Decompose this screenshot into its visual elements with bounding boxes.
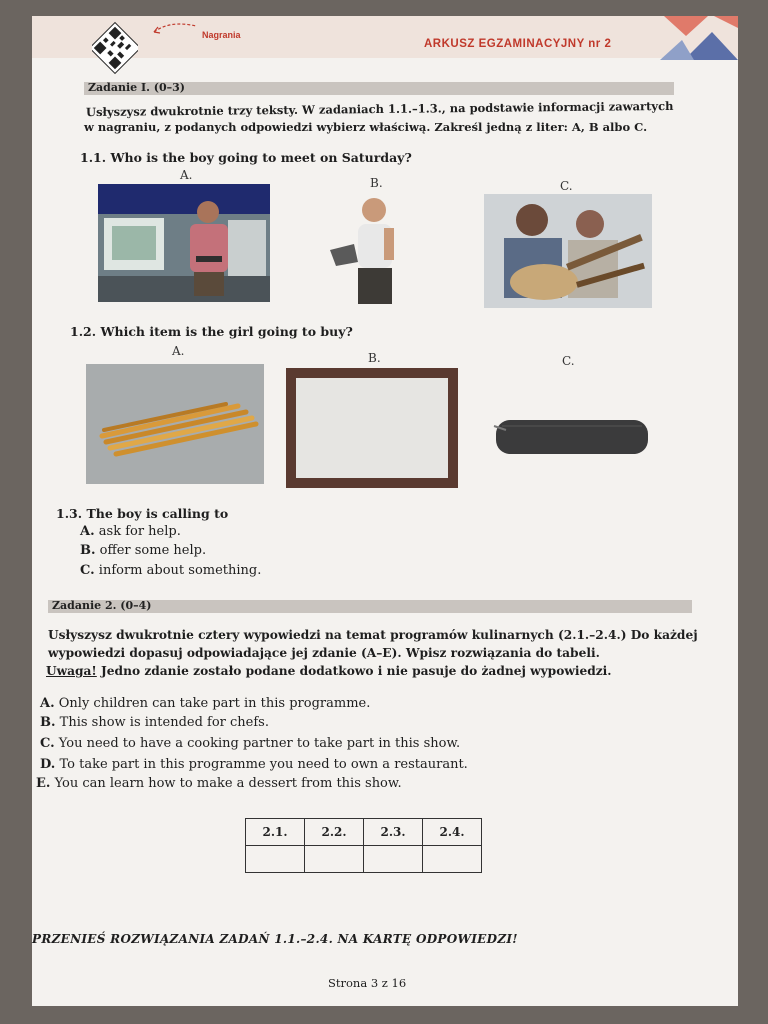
sentence-d-letter: D. (40, 757, 56, 772)
answer-cell-2-2[interactable] (305, 846, 364, 873)
question-1-3: 1.3. The boy is calling to (56, 506, 229, 521)
task2-instruction-line1: Usłyszysz dwukrotnie cztery wypowiedzi na temat programów kulinarnych (2.1.–2.4.) Do każdej (48, 628, 698, 642)
headphones-arrow-icon (150, 20, 200, 36)
answer-table-header-row (246, 819, 482, 846)
answer-table (245, 818, 482, 873)
q1-option-b-label: B. (370, 176, 383, 190)
sentence-d-text: To take part in this programme you need to own a restaurant. (59, 757, 468, 772)
task1-instruction-line2: w nagraniu, z podanych odpowiedzi wybierz właściwą. Zakreśl jedną z liter: A, B albo C. (84, 120, 648, 134)
q1-option-b-man-tablet-image (328, 192, 412, 306)
answer-cell-2-1[interactable] (246, 846, 305, 873)
sentence-c-text: You need to have a cooking partner to take part in this show. (58, 736, 461, 751)
decorative-triangles-icon (654, 16, 738, 62)
q2-option-c-label: C. (562, 354, 575, 368)
q3-option-a-text: ask for help. (98, 524, 181, 539)
q2-option-c-pencil-case-image (492, 416, 652, 458)
sentence-b (40, 715, 269, 730)
qr-code-icon (92, 20, 138, 76)
answer-table-input-row (246, 846, 482, 873)
sentence-c (40, 736, 460, 751)
q3-option-b-letter: B. (80, 543, 96, 558)
sentence-b-text: This show is intended for chefs. (59, 715, 269, 730)
q3-option-c-letter: C. (80, 563, 95, 578)
answer-header-2-1: 2.1. (246, 819, 305, 846)
sentence-a-letter: A. (40, 696, 55, 711)
sentence-a (40, 696, 370, 711)
q3-option-a (80, 524, 181, 539)
task1-title: Zadanie I. (0–3) (88, 81, 186, 94)
sentence-e-letter: E. (36, 776, 51, 791)
answer-cell-2-3[interactable] (364, 846, 423, 873)
answer-cell-2-4[interactable] (423, 846, 482, 873)
recordings-label: Nagrania (202, 30, 241, 40)
task1-instruction-line1: Usłyszysz dwukrotnie trzy teksty. W zadaniach 1.1.–1.3., na podstawie informacji zawartych (85, 98, 674, 120)
q1-option-a-label: A. (180, 168, 193, 182)
q2-option-a-pencils-image (86, 364, 264, 484)
answer-header-2-4: 2.4. (423, 819, 482, 846)
question-1-1: 1.1. Who is the boy going to meet on Saturday? (80, 150, 412, 165)
question-1-2: 1.2. Which item is the girl going to buy? (70, 324, 353, 339)
answer-header-2-3: 2.3. (364, 819, 423, 846)
q3-option-a-letter: A. (80, 524, 95, 539)
sentence-a-text: Only children can take part in this programme. (58, 696, 371, 711)
sentence-e (36, 776, 402, 791)
q1-option-c-guitar-players-image (484, 194, 652, 308)
task2-note-text: Jedno zdanie zostało podane dodatkowo i nie pasuje do żadnej wypowiedzi. (96, 664, 612, 678)
transfer-answers-note: PRZENIEŚ ROZWIĄZANIA ZADAŃ 1.1.–2.4. NA KARTĘ ODPOWIEDZI! (32, 932, 518, 946)
sentence-c-letter: C. (40, 736, 55, 751)
q1-option-a-teacher-image (98, 184, 270, 302)
sentence-d (40, 757, 468, 772)
task2-title: Zadanie 2. (0–4) (52, 599, 152, 612)
page-number: Strona 3 z 16 (328, 976, 407, 990)
q2-option-b-notepad-image (286, 368, 458, 488)
exam-page (32, 16, 738, 1006)
sentence-b-letter: B. (40, 715, 56, 730)
q2-option-a-label: A. (172, 344, 185, 358)
sentence-e-text: You can learn how to make a dessert from this show. (54, 776, 402, 791)
q3-option-b (80, 543, 206, 558)
task2-note (46, 664, 612, 678)
task2-note-label: Uwaga! (46, 664, 97, 678)
q1-option-c-label: C. (560, 179, 573, 193)
q3-option-c (80, 563, 261, 578)
sheet-title: ARKUSZ EGZAMINACYJNY nr 2 (424, 38, 612, 50)
q3-option-c-text: inform about something. (98, 563, 262, 578)
q2-option-b-label: B. (368, 351, 381, 365)
q3-option-b-text: offer some help. (99, 543, 207, 558)
answer-header-2-2: 2.2. (305, 819, 364, 846)
task2-instruction-line2: wypowiedzi dopasuj odpowiadające jej zdanie (A–E). Wpisz rozwiązania do tabeli. (48, 646, 600, 660)
